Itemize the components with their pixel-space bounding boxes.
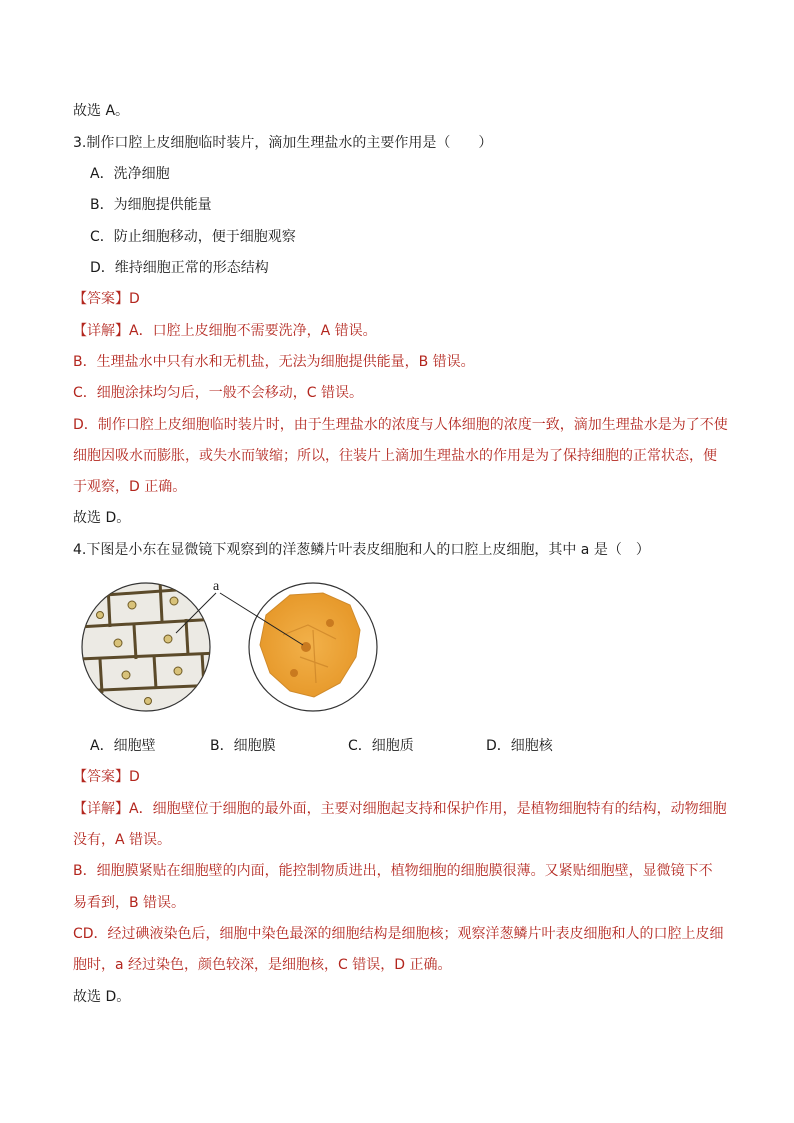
question-3-option-b: B．为细胞提供能量	[90, 197, 212, 213]
detail-text: A．细胞壁位于细胞的最外面，主要对细胞起支持和保护作用，是植物细胞特有的结构，动物细胞	[129, 801, 727, 817]
question-4-stem: 4.下图是小东在显微镜下观察到的洋葱鳞片叶表皮细胞和人的口腔上皮细胞，其中 a 是（ ）	[73, 542, 650, 558]
question-4-answer	[73, 767, 734, 787]
question-4-option-b: B．细胞膜	[210, 738, 276, 754]
conclusion-prev: 故选 A。	[73, 103, 130, 119]
question-4-option-a: A．细胞壁	[90, 738, 156, 754]
question-3-option-c: C．防止细胞移动，便于细胞观察	[90, 229, 296, 245]
figure-label-a: a	[213, 579, 220, 594]
microscope-figure	[78, 575, 378, 715]
question-3-detail-d1: D．制作口腔上皮细胞临时装片时，由于生理盐水的浓度与人体细胞的浓度一致，滴加生理盐水是为了不使	[73, 417, 728, 433]
question-3-detail-b: B．生理盐水中只有水和无机盐，无法为细胞提供能量，B 错误。	[73, 354, 475, 370]
question-3-detail-c: C．细胞涂抹均匀后，一般不会移动，C 错误。	[73, 385, 363, 401]
question-4-detail-b2: 易看到，B 错误。	[73, 895, 186, 911]
question-4-option-d: D．细胞核	[486, 738, 553, 754]
question-3-conclusion: 故选 D。	[73, 510, 131, 526]
question-3-option-d: D．维持细胞正常的形态结构	[90, 260, 269, 276]
question-3-detail-d3: 于观察，D 正确。	[73, 479, 187, 495]
question-4-detail-a2: 没有，A 错误。	[73, 832, 172, 848]
detail-text: A．口腔上皮细胞不需要洗净，A 错误。	[129, 323, 377, 339]
question-3-answer	[73, 289, 734, 309]
question-3-detail-a	[73, 321, 734, 341]
question-4-option-c: C．细胞质	[348, 738, 414, 754]
question-3-option-a: A．洗净细胞	[90, 166, 170, 182]
detail-tag: 【详解】	[73, 323, 129, 339]
answer-tag: 【答案】	[73, 291, 129, 307]
detail-tag: 【详解】	[73, 801, 129, 817]
cheek-cells-view	[249, 583, 377, 711]
answer-tag: 【答案】	[73, 769, 129, 785]
question-4-detail-c2: 胞时，a 经过染色，颜色较深，是细胞核，C 错误，D 正确。	[73, 957, 452, 973]
question-4-conclusion: 故选 D。	[73, 989, 131, 1005]
question-4-detail-b1: B．细胞膜紧贴在细胞壁的内面，能控制物质进出，植物细胞的细胞膜很薄。又紧贴细胞壁，显微镜下不	[73, 863, 713, 879]
answer-value: D	[129, 769, 140, 785]
question-4-detail-a1	[73, 799, 734, 819]
answer-value: D	[129, 291, 140, 307]
question-4-detail-c1: CD．经过碘液染色后，细胞中染色最深的细胞结构是细胞核；观察洋葱鳞片叶表皮细胞和人的口腔上皮细	[73, 926, 724, 942]
onion-cells-view	[78, 581, 218, 711]
question-3-detail-d2: 细胞因吸水而膨胀，或失水而皱缩；所以，往装片上滴加生理盐水的作用是为了保持细胞的正常状态，便	[73, 448, 717, 464]
question-3-stem: 3.制作口腔上皮细胞临时装片，滴加生理盐水的主要作用是（ ）	[73, 135, 493, 151]
